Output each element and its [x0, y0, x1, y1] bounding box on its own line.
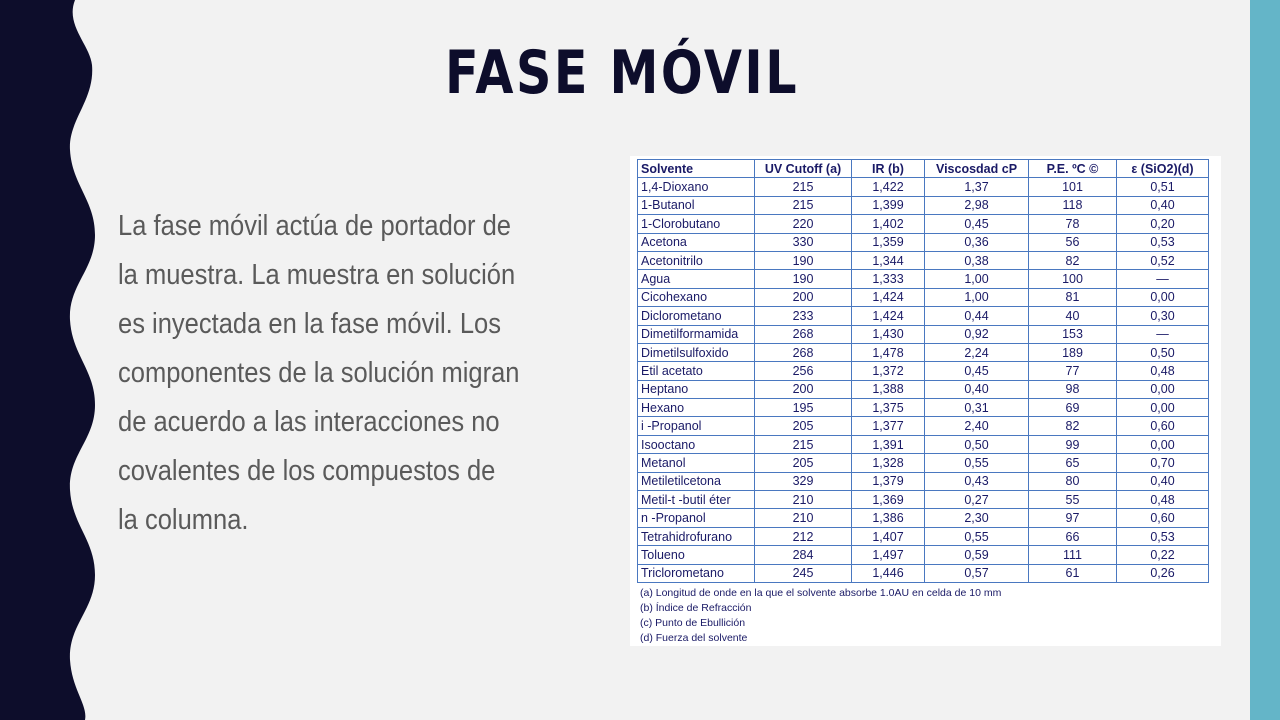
- table-cell: 200: [755, 288, 852, 306]
- table-cell: 0,60: [1117, 417, 1209, 435]
- table-cell: Etil acetato: [638, 362, 755, 380]
- table-cell: i -Propanol: [638, 417, 755, 435]
- table-cell: 1,478: [852, 343, 925, 361]
- table-row: [638, 380, 1209, 398]
- table-cell: 215: [755, 196, 852, 214]
- table-cell: 0,43: [925, 472, 1029, 490]
- table-cell: 1,375: [852, 399, 925, 417]
- table-cell: 0,92: [925, 325, 1029, 343]
- table-cell: 200: [755, 380, 852, 398]
- table-cell: 233: [755, 307, 852, 325]
- table-header-cell: Viscosdad cP: [925, 160, 1029, 178]
- table-cell: 190: [755, 251, 852, 269]
- table-cell: 0,00: [1117, 399, 1209, 417]
- table-cell: 56: [1029, 233, 1117, 251]
- table-cell: 118: [1029, 196, 1117, 214]
- table-cell: 1,328: [852, 454, 925, 472]
- table-cell: 82: [1029, 251, 1117, 269]
- table-cell: 0,40: [1117, 196, 1209, 214]
- table-row: [638, 196, 1209, 214]
- body-paragraph: [118, 202, 618, 545]
- table-cell: 99: [1029, 435, 1117, 453]
- table-cell: 0,20: [1117, 215, 1209, 233]
- body-line: covalentes de los compuestos de: [118, 455, 496, 487]
- table-cell: Metanol: [638, 454, 755, 472]
- table-header-cell: IR (b): [852, 160, 925, 178]
- table-cell: Dimetilsulfoxido: [638, 343, 755, 361]
- table-cell: Acetona: [638, 233, 755, 251]
- table-cell: Isooctano: [638, 435, 755, 453]
- table-cell: 1,388: [852, 380, 925, 398]
- table-cell: 268: [755, 325, 852, 343]
- table-cell: 215: [755, 178, 852, 196]
- table-cell: 1,344: [852, 251, 925, 269]
- table-cell: 1,407: [852, 527, 925, 545]
- table-cell: 1,369: [852, 491, 925, 509]
- table-cell: Triclorometano: [638, 564, 755, 582]
- table-row: [638, 233, 1209, 251]
- table-cell: 0,50: [1117, 343, 1209, 361]
- table-cell: 0,53: [1117, 527, 1209, 545]
- table-cell: 190: [755, 270, 852, 288]
- table-cell: 1,399: [852, 196, 925, 214]
- table-cell: 1,424: [852, 288, 925, 306]
- table-cell: 153: [1029, 325, 1117, 343]
- table-row: [638, 509, 1209, 527]
- table-cell: 0,57: [925, 564, 1029, 582]
- body-line: es inyectada en la fase móvil. Los: [118, 308, 502, 340]
- table-row: [638, 546, 1209, 564]
- table-row: [638, 472, 1209, 490]
- table-cell: 1,377: [852, 417, 925, 435]
- table-cell: 82: [1029, 417, 1117, 435]
- table-row: [638, 288, 1209, 306]
- table-cell: 245: [755, 564, 852, 582]
- table-header-cell: P.E. ºC ©: [1029, 160, 1117, 178]
- table-cell: 0,52: [1117, 251, 1209, 269]
- left-wave-band: [0, 0, 100, 720]
- table-cell: 0,31: [925, 399, 1029, 417]
- table-cell: 0,22: [1117, 546, 1209, 564]
- table-header-cell: ε (SiO2)(d): [1117, 160, 1209, 178]
- table-cell: 0,70: [1117, 454, 1209, 472]
- table-cell: 210: [755, 509, 852, 527]
- table-cell: Diclorometano: [638, 307, 755, 325]
- table-cell: 0,00: [1117, 288, 1209, 306]
- table-cell: 0,53: [1117, 233, 1209, 251]
- table-cell: 1,424: [852, 307, 925, 325]
- table-row: [638, 178, 1209, 196]
- table-cell: 111: [1029, 546, 1117, 564]
- table-cell: 212: [755, 527, 852, 545]
- body-line: de acuerdo a las interacciones no: [118, 406, 500, 438]
- body-line: la columna.: [118, 504, 249, 536]
- table-cell: 77: [1029, 362, 1117, 380]
- table-cell: Acetonitrilo: [638, 251, 755, 269]
- slide-title: FASE MÓVIL: [445, 38, 800, 108]
- table-cell: 1,497: [852, 546, 925, 564]
- footnote: (c) Punto de Ebullición: [640, 617, 746, 629]
- table-cell: Hexano: [638, 399, 755, 417]
- table-header-cell: UV Cutoff (a): [755, 160, 852, 178]
- table-cell: 80: [1029, 472, 1117, 490]
- table-cell: 1-Clorobutano: [638, 215, 755, 233]
- table-cell: 0,00: [1117, 435, 1209, 453]
- table-row: [638, 435, 1209, 453]
- table-cell: 210: [755, 491, 852, 509]
- table-cell: 0,44: [925, 307, 1029, 325]
- table-cell: 205: [755, 417, 852, 435]
- table-cell: 1,4-Dioxano: [638, 178, 755, 196]
- table-cell: 329: [755, 472, 852, 490]
- table-cell: 1,402: [852, 215, 925, 233]
- table-cell: 1,37: [925, 178, 1029, 196]
- table-cell: 97: [1029, 509, 1117, 527]
- table-cell: 0,40: [925, 380, 1029, 398]
- table-cell: 1,446: [852, 564, 925, 582]
- table-cell: 1-Butanol: [638, 196, 755, 214]
- table-cell: 205: [755, 454, 852, 472]
- table-cell: 2,30: [925, 509, 1029, 527]
- table-cell: n -Propanol: [638, 509, 755, 527]
- table-cell: 0,45: [925, 215, 1029, 233]
- table-cell: 0,26: [1117, 564, 1209, 582]
- table-footnotes: [640, 586, 1001, 646]
- table-cell: 0,55: [925, 527, 1029, 545]
- table-cell: 195: [755, 399, 852, 417]
- table-cell: 1,00: [925, 288, 1029, 306]
- right-accent-bar: [1250, 0, 1280, 720]
- table-row: [638, 362, 1209, 380]
- table-cell: 0,27: [925, 491, 1029, 509]
- table-cell: 2,24: [925, 343, 1029, 361]
- table-cell: 1,372: [852, 362, 925, 380]
- table-cell: 55: [1029, 491, 1117, 509]
- table-cell: 0,55: [925, 454, 1029, 472]
- table-cell: 1,391: [852, 435, 925, 453]
- table-row: [638, 343, 1209, 361]
- solvent-table-image: [630, 156, 1221, 646]
- table-cell: 69: [1029, 399, 1117, 417]
- table-cell: Agua: [638, 270, 755, 288]
- table-row: [638, 454, 1209, 472]
- table-cell: Metil-t -butil éter: [638, 491, 755, 509]
- table-cell: 0,40: [1117, 472, 1209, 490]
- table-cell: 61: [1029, 564, 1117, 582]
- table-row: [638, 215, 1209, 233]
- table-cell: 66: [1029, 527, 1117, 545]
- table-row: [638, 307, 1209, 325]
- table-cell: 0,38: [925, 251, 1029, 269]
- table-cell: 0,45: [925, 362, 1029, 380]
- table-cell: 98: [1029, 380, 1117, 398]
- table-row: [638, 270, 1209, 288]
- table-cell: Cicohexano: [638, 288, 755, 306]
- table-header-row: [638, 160, 1209, 178]
- table-cell: 330: [755, 233, 852, 251]
- table-cell: 215: [755, 435, 852, 453]
- table-cell: 1,00: [925, 270, 1029, 288]
- footnote: (a) Longitud de onde en la que el solvente absorbe 1.0AU en celda de 10 mm: [640, 587, 1002, 599]
- table-cell: 0,30: [1117, 307, 1209, 325]
- table-cell: —: [1117, 270, 1209, 288]
- table-cell: 0,60: [1117, 509, 1209, 527]
- table-cell: 1,359: [852, 233, 925, 251]
- table-cell: 0,00: [1117, 380, 1209, 398]
- table-cell: 284: [755, 546, 852, 564]
- table-row: [638, 417, 1209, 435]
- table-cell: 220: [755, 215, 852, 233]
- table-header-cell: Solvente: [638, 160, 755, 178]
- table-cell: 81: [1029, 288, 1117, 306]
- table-cell: 268: [755, 343, 852, 361]
- table-cell: 40: [1029, 307, 1117, 325]
- table-cell: 0,48: [1117, 362, 1209, 380]
- table-row: [638, 491, 1209, 509]
- table-row: [638, 564, 1209, 582]
- table-cell: —: [1117, 325, 1209, 343]
- body-line: La fase móvil actúa de portador de: [118, 210, 511, 242]
- table-cell: 1,422: [852, 178, 925, 196]
- table-cell: Metiletilcetona: [638, 472, 755, 490]
- solvent-table: [637, 159, 1209, 583]
- table-cell: Tolueno: [638, 546, 755, 564]
- table-cell: 1,379: [852, 472, 925, 490]
- table-cell: 0,59: [925, 546, 1029, 564]
- table-cell: 0,36: [925, 233, 1029, 251]
- table-row: [638, 399, 1209, 417]
- body-line: la muestra. La muestra en solución: [118, 259, 516, 291]
- table-cell: 189: [1029, 343, 1117, 361]
- table-cell: 1,386: [852, 509, 925, 527]
- table-cell: Dimetilformamida: [638, 325, 755, 343]
- table-row: [638, 527, 1209, 545]
- table-cell: 100: [1029, 270, 1117, 288]
- table-cell: 1,430: [852, 325, 925, 343]
- body-line: componentes de la solución migran: [118, 357, 520, 389]
- table-cell: 2,98: [925, 196, 1029, 214]
- table-cell: 1,333: [852, 270, 925, 288]
- table-cell: Tetrahidrofurano: [638, 527, 755, 545]
- footnote: (b) Índice de Refracción: [640, 602, 752, 614]
- table-cell: 78: [1029, 215, 1117, 233]
- table-row: [638, 251, 1209, 269]
- table-cell: Heptano: [638, 380, 755, 398]
- table-cell: 256: [755, 362, 852, 380]
- table-cell: 0,48: [1117, 491, 1209, 509]
- table-row: [638, 325, 1209, 343]
- table-cell: 2,40: [925, 417, 1029, 435]
- table-cell: 0,50: [925, 435, 1029, 453]
- table-cell: 101: [1029, 178, 1117, 196]
- footnote: (d) Fuerza del solvente: [640, 632, 748, 644]
- table-cell: 0,51: [1117, 178, 1209, 196]
- table-cell: 65: [1029, 454, 1117, 472]
